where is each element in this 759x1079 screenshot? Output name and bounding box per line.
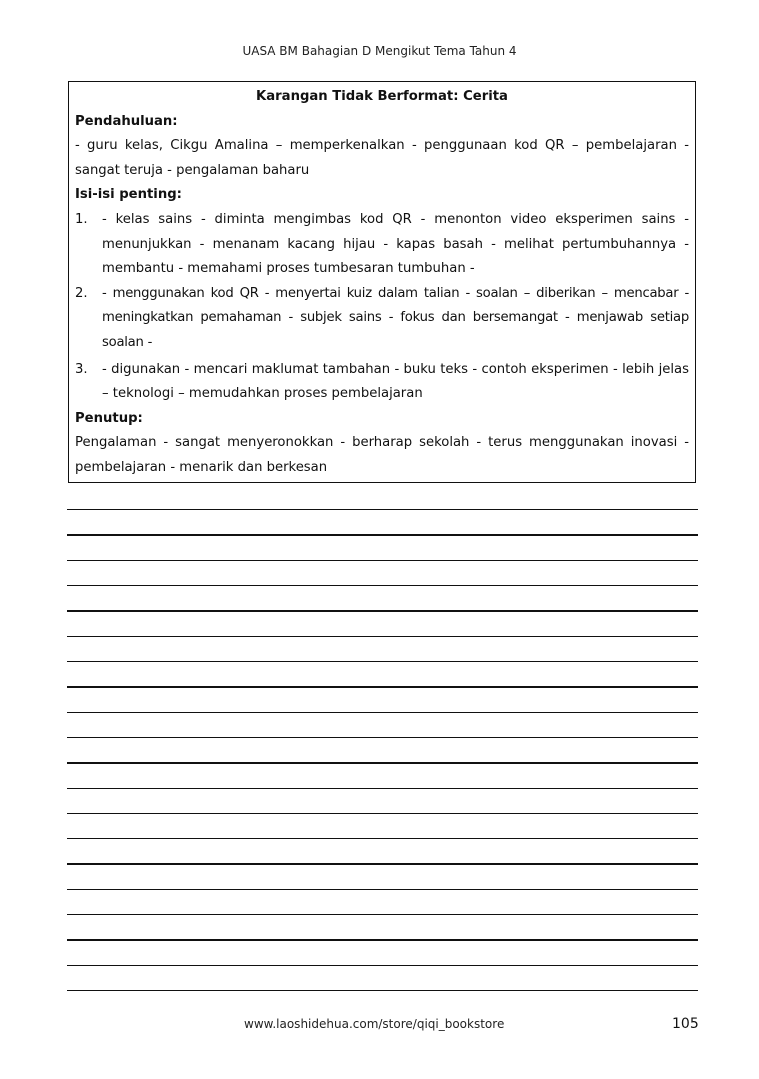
writing-line <box>67 914 698 915</box>
essay-title: Karangan Tidak Berformat: Cerita <box>256 89 508 104</box>
point-text: - menggunakan kod QR - menyertai kuiz dalam talian - soalan – diberikan – mencabar - meningkatkan pemahaman - subjek sains - fokus dan bersemangat - menjawab setiap soalan - <box>102 285 689 350</box>
closing-heading: Penutup: <box>75 410 143 426</box>
writing-line <box>67 636 698 637</box>
point-item <box>75 282 689 356</box>
writing-line <box>67 509 698 510</box>
point-number: 3. <box>75 361 88 377</box>
writing-line <box>67 788 698 789</box>
writing-line <box>67 838 698 839</box>
writing-line <box>67 939 698 940</box>
writing-line <box>67 889 698 890</box>
essay-outline-box <box>68 81 696 483</box>
writing-line <box>67 585 698 586</box>
writing-line <box>67 534 698 535</box>
point-text: - kelas sains - diminta mengimbas kod QR - menonton video eksperimen sains - menunjukkan - menanam kacang hijau - kapas basah - melihat pertumbuhannya - membantu - memahami proses tumbesaran tumbuhan - <box>102 211 689 277</box>
writing-line <box>67 686 698 687</box>
intro-heading: Pendahuluan: <box>75 113 178 129</box>
point-number: 1. <box>75 211 88 227</box>
footer-url: www.laoshidehua.com/store/qiqi_bookstore <box>244 1017 505 1031</box>
page-header-title: UASA BM Bahagian D Mengikut Tema Tahun 4 <box>242 44 517 58</box>
writing-line <box>67 965 698 966</box>
writing-line <box>67 610 698 611</box>
writing-line <box>67 737 698 738</box>
point-item <box>75 358 689 407</box>
writing-line <box>67 560 698 561</box>
writing-line <box>67 813 698 814</box>
writing-line <box>67 712 698 713</box>
point-number: 2. <box>75 285 88 301</box>
page-number: 105 <box>672 1016 699 1032</box>
intro-text: - guru kelas, Cikgu Amalina – memperkenalkan - penggunaan kod QR – pembelajaran - sangat teruja - pengalaman baharu <box>75 138 689 178</box>
writing-line <box>67 762 698 763</box>
point-text: - digunakan - mencari maklumat tambahan - buku teks - contoh eksperimen - lebih jelas – teknologi – memudahkan proses pembelajaran <box>102 361 689 402</box>
writing-line <box>67 661 698 662</box>
body-heading: Isi-isi penting: <box>75 187 182 203</box>
writing-line <box>67 863 698 864</box>
point-item <box>75 208 689 282</box>
closing-text: Pengalaman - sangat menyeronokkan - berharap sekolah - terus menggunakan inovasi - pembelajaran - menarik dan berkesan <box>75 435 689 475</box>
writing-line <box>67 990 698 991</box>
